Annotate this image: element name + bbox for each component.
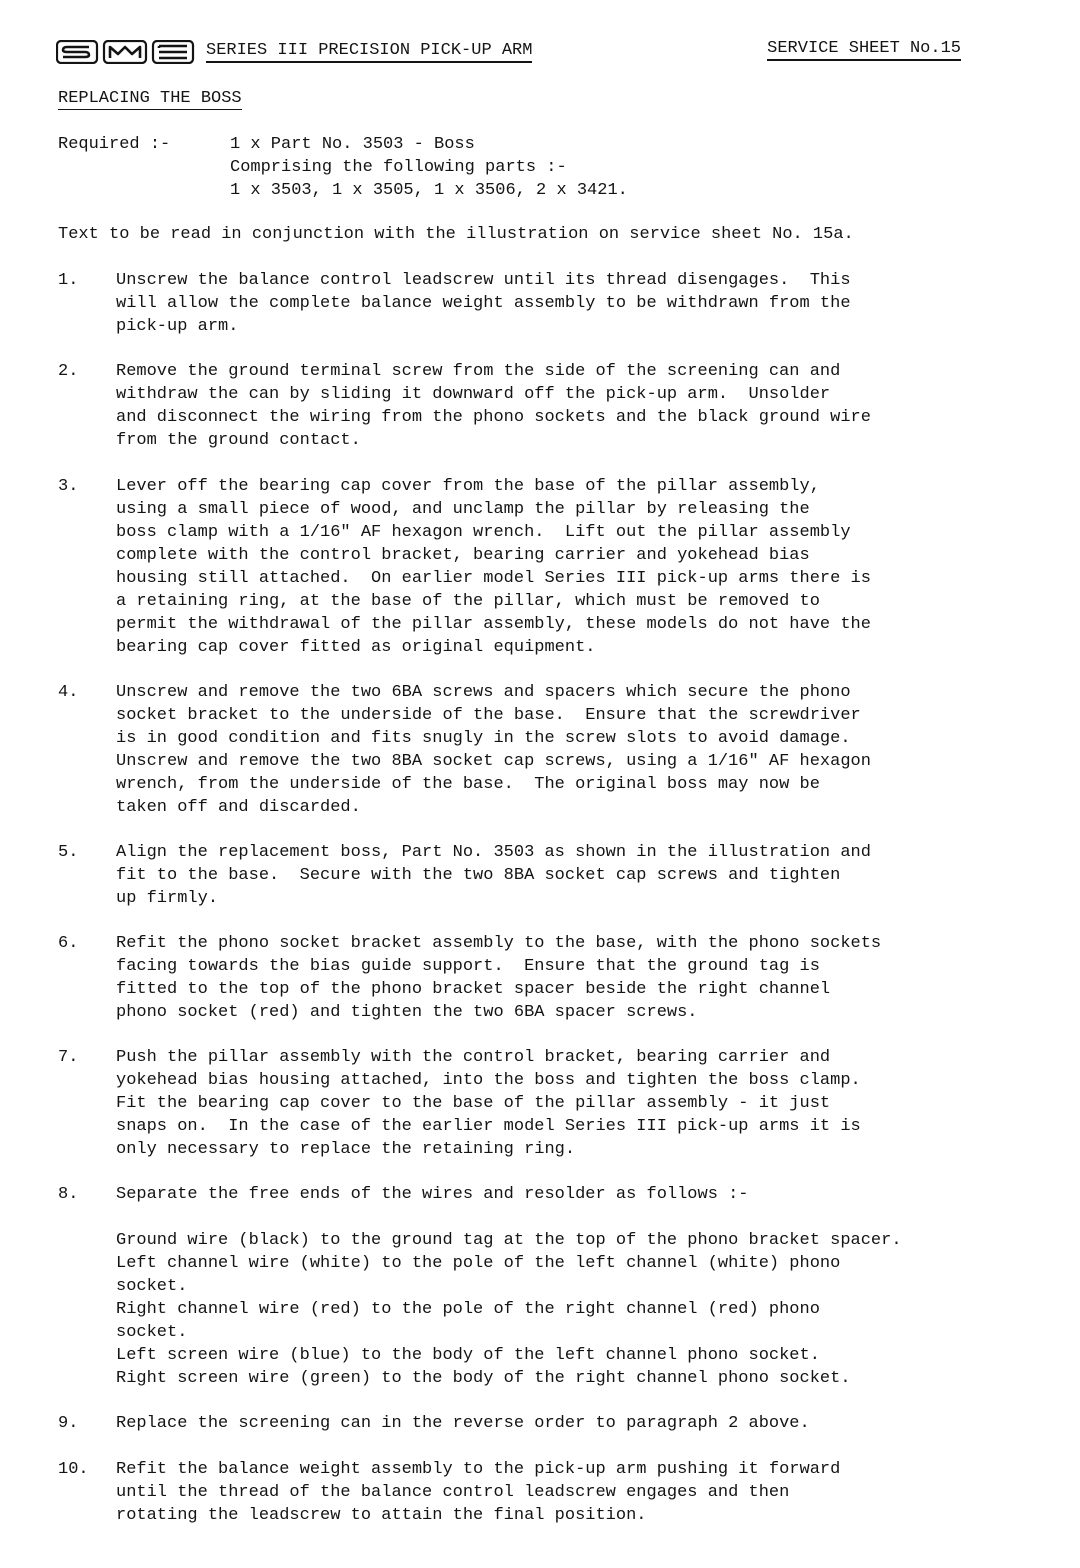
step-line: Separate the free ends of the wires and resolder as follows :- (116, 1185, 749, 1204)
step-line: from the ground contact. (116, 431, 361, 450)
step-line: socket bracket to the underside of the base. Ensure that the screwdriver (116, 706, 861, 725)
step-text (116, 1412, 810, 1435)
step-line: using a small piece of wood, and unclamp the pillar by releasing the (116, 500, 810, 519)
step-item (58, 841, 871, 910)
wiring-line: Left screen wire (blue) to the body of the left channel phono socket. (116, 1346, 820, 1365)
wiring-list (116, 1229, 902, 1390)
wiring-line: Right channel wire (red) to the pole of the right channel (red) phono (116, 1300, 820, 1319)
step-line: Fit the bearing cap cover to the base of the pillar assembly - it just (116, 1094, 831, 1113)
step-line: until the thread of the balance control leadscrew engages and then (116, 1483, 790, 1502)
required-line: 1 x 3503, 1 x 3505, 1 x 3506, 2 x 3421. (230, 181, 628, 200)
step-item (58, 360, 871, 452)
step-text (116, 681, 871, 819)
step-line: Unscrew and remove the two 6BA screws and spacers which secure the phono (116, 683, 851, 702)
step-item (58, 1183, 902, 1390)
step-line: Push the pillar assembly with the control bracket, bearing carrier and (116, 1048, 831, 1067)
wiring-line: Right screen wire (green) to the body of the right channel phono socket. (116, 1369, 851, 1388)
step-line: wrench, from the underside of the base. The original boss may now be (116, 775, 820, 794)
step-line: Align the replacement boss, Part No. 3503 as shown in the illustration and (116, 843, 871, 862)
wiring-line: socket. (116, 1323, 188, 1342)
step-item (58, 1046, 861, 1161)
step-line: pick-up arm. (116, 317, 239, 336)
step-number: 9. (58, 1414, 79, 1433)
step-item (58, 1412, 810, 1435)
step-line: complete with the control bracket, bearing carrier and yokehead bias (116, 546, 810, 565)
intro-text: Text to be read in conjunction with the illustration on service sheet No. 15a. (58, 225, 854, 244)
step-line: bearing cap cover fitted as original equipment. (116, 638, 596, 657)
step-item (58, 269, 851, 338)
step-number: 8. (58, 1185, 79, 1204)
step-text (116, 1183, 902, 1390)
step-text (116, 475, 871, 659)
step-line: will allow the complete balance weight assembly to be withdrawn from the (116, 294, 851, 313)
step-text (116, 932, 881, 1024)
step-line: Lever off the bearing cap cover from the base of the pillar assembly, (116, 477, 820, 496)
step-number: 7. (58, 1048, 79, 1067)
sheet-header (56, 38, 961, 68)
step-text (116, 841, 871, 910)
step-item (58, 681, 871, 819)
step-text (116, 269, 851, 338)
step-line: rotating the leadscrew to attain the final position. (116, 1506, 647, 1525)
wiring-line: Ground wire (black) to the ground tag at the top of the phono bracket spacer. (116, 1231, 902, 1250)
step-number: 1. (58, 271, 79, 290)
step-line: phono socket (red) and tighten the two 6BA spacer screws. (116, 1003, 698, 1022)
step-line: facing towards the bias guide support. Ensure that the ground tag is (116, 957, 820, 976)
step-text (116, 360, 871, 452)
required-line: Comprising the following parts :- (230, 158, 567, 177)
section-title: REPLACING THE BOSS (58, 89, 242, 108)
step-number: 2. (58, 362, 79, 381)
required-label: Required :- (58, 135, 171, 154)
step-line: housing still attached. On earlier model Series III pick-up arms there is (116, 569, 871, 588)
step-item (58, 1458, 840, 1527)
step-line: a retaining ring, at the base of the pillar, which must be removed to (116, 592, 820, 611)
step-line: taken off and discarded. (116, 798, 361, 817)
step-line: Refit the phono socket bracket assembly to the base, with the phono sockets (116, 934, 882, 953)
step-text (116, 1458, 840, 1527)
sme-logo (56, 40, 196, 64)
step-line: and disconnect the wiring from the phono sockets and the black ground wire (116, 408, 871, 427)
step-line: fitted to the top of the phono bracket spacer beside the right channel (116, 980, 831, 999)
sheet-number: SERVICE SHEET No.15 (767, 39, 961, 61)
step-number: 10. (58, 1460, 89, 1479)
step-text (116, 1046, 861, 1161)
step-line: boss clamp with a 1/16" AF hexagon wrench. Lift out the pillar assembly (116, 523, 851, 542)
step-number: 5. (58, 843, 79, 862)
wiring-line: Left channel wire (white) to the pole of the left channel (white) phono (116, 1254, 841, 1273)
step-line: Replace the screening can in the reverse order to paragraph 2 above. (116, 1414, 810, 1433)
step-number: 4. (58, 683, 79, 702)
step-line: withdraw the can by sliding it downward off the pick-up arm. Unsolder (116, 385, 831, 404)
step-line: Refit the balance weight assembly to the pick-up arm pushing it forward (116, 1460, 841, 1479)
step-line: snaps on. In the case of the earlier model Series III pick-up arms it is (116, 1117, 861, 1136)
step-line: Remove the ground terminal screw from the side of the screening can and (116, 362, 841, 381)
step-line: Unscrew the balance control leadscrew until its thread disengages. This (116, 271, 851, 290)
step-line: permit the withdrawal of the pillar assembly, these models do not have the (116, 615, 871, 634)
step-line: Unscrew and remove the two 8BA socket cap screws, using a 1/16" AF hexagon (116, 752, 871, 771)
required-line: 1 x Part No. 3503 - Boss (230, 135, 475, 154)
step-line: up firmly. (116, 889, 219, 908)
step-line: fit to the base. Secure with the two 8BA socket cap screws and tighten (116, 866, 841, 885)
step-line: only necessary to replace the retaining ring. (116, 1140, 576, 1159)
wiring-line: socket. (116, 1277, 188, 1296)
step-line: is in good condition and fits snugly in the screw slots to avoid damage. (116, 729, 851, 748)
product-title: SERIES III PRECISION PICK-UP ARM (206, 41, 532, 63)
required-lines (230, 133, 628, 202)
step-number: 6. (58, 934, 79, 953)
step-item (58, 475, 871, 659)
step-line: yokehead bias housing attached, into the boss and tighten the boss clamp. (116, 1071, 861, 1090)
step-item (58, 932, 881, 1024)
step-number: 3. (58, 477, 79, 496)
